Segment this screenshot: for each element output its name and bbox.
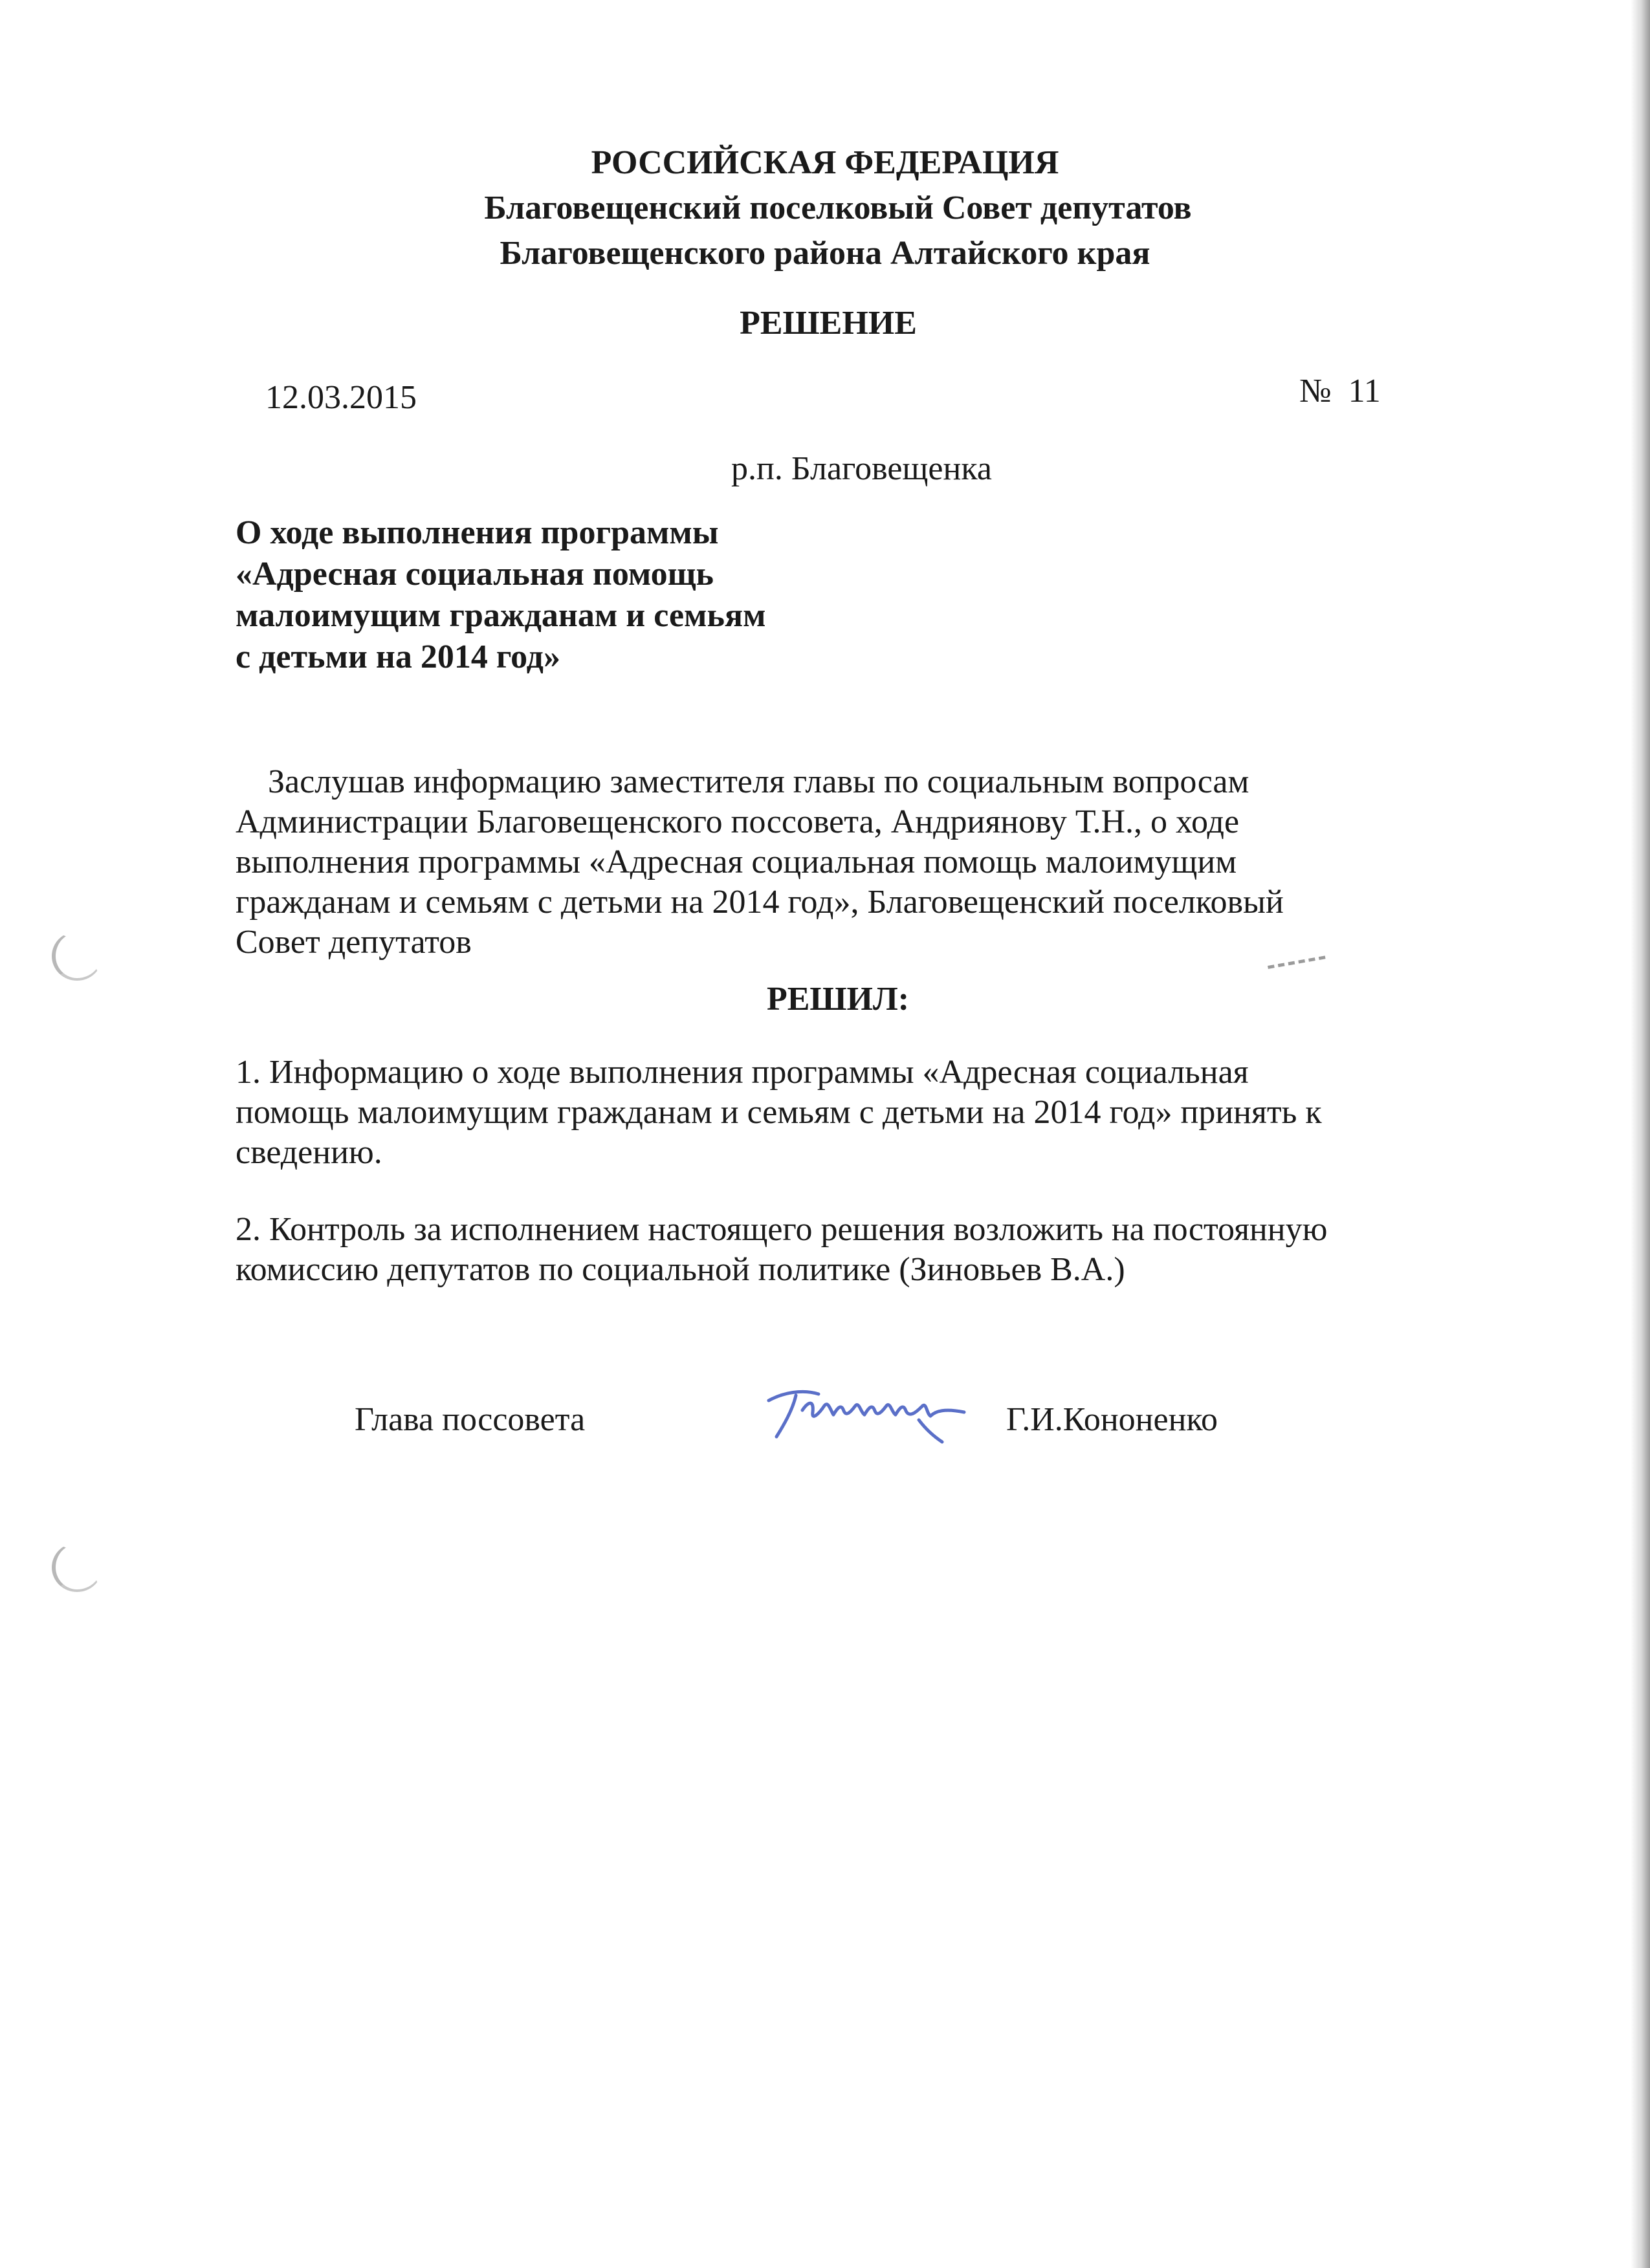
document-date: 12.03.2015 [265,379,417,416]
decision-item-2 [236,1210,1497,1290]
council-name-line2: Благовещенского района Алтайского края [500,235,1150,272]
signer-name: Г.И.Кононенко [1006,1401,1218,1438]
item-line: 1. Информацию о ходе выполнения программы «Адресная социальная [236,1054,1249,1091]
punch-hole-mark [52,932,102,981]
preamble-paragraph [236,762,1497,963]
subject-line: «Адресная социальная помощь [236,556,714,593]
subject-line: О ходе выполнения программы [236,514,719,551]
handwritten-signature [757,1375,984,1446]
subject-line: малоимущим гражданам и семьям [236,597,766,634]
subject-line: с детьми на 2014 год» [236,638,560,675]
item-line: 2. Контроль за исполнением настоящего решения возложить на постоянную [236,1211,1328,1248]
country-title: РОССИЙСКАЯ ФЕДЕРАЦИЯ [591,144,1059,181]
number-value: 11 [1348,373,1381,409]
signer-position: Глава поссовета [355,1401,586,1438]
decision-item-1 [236,1052,1497,1173]
preamble-line: Совет депутатов [236,924,472,961]
document-place: р.п. Благовещенка [731,450,992,487]
decided-heading: РЕШИЛ: [766,981,910,1018]
preamble-line: Администрации Благовещенского поссовета, Андриянову Т.Н., о ходе [236,803,1240,840]
preamble-line: Заслушав информацию заместителя главы по социальным вопросам [268,763,1249,800]
preamble-line: гражданам и семьям с детьми на 2014 год», Благовещенский поселковый [236,884,1284,921]
preamble-line: выполнения программы «Адресная социальная помощь малоимущим [236,844,1237,880]
number-sign: № [1299,373,1332,409]
item-line: помощь малоимущим гражданам и семьям с детьми на 2014 год» принять к [236,1094,1322,1131]
document-subject [236,512,766,678]
item-line: сведению. [236,1134,382,1171]
document-type-title: РЕШЕНИЕ [740,305,917,342]
document-number [1299,372,1381,411]
council-name-line1: Благовещенский поселковый Совет депутатов [484,190,1192,226]
punch-hole-mark [52,1543,102,1592]
item-line: комиссию депутатов по социальной политике (Зиновьев В.А.) [236,1251,1125,1288]
